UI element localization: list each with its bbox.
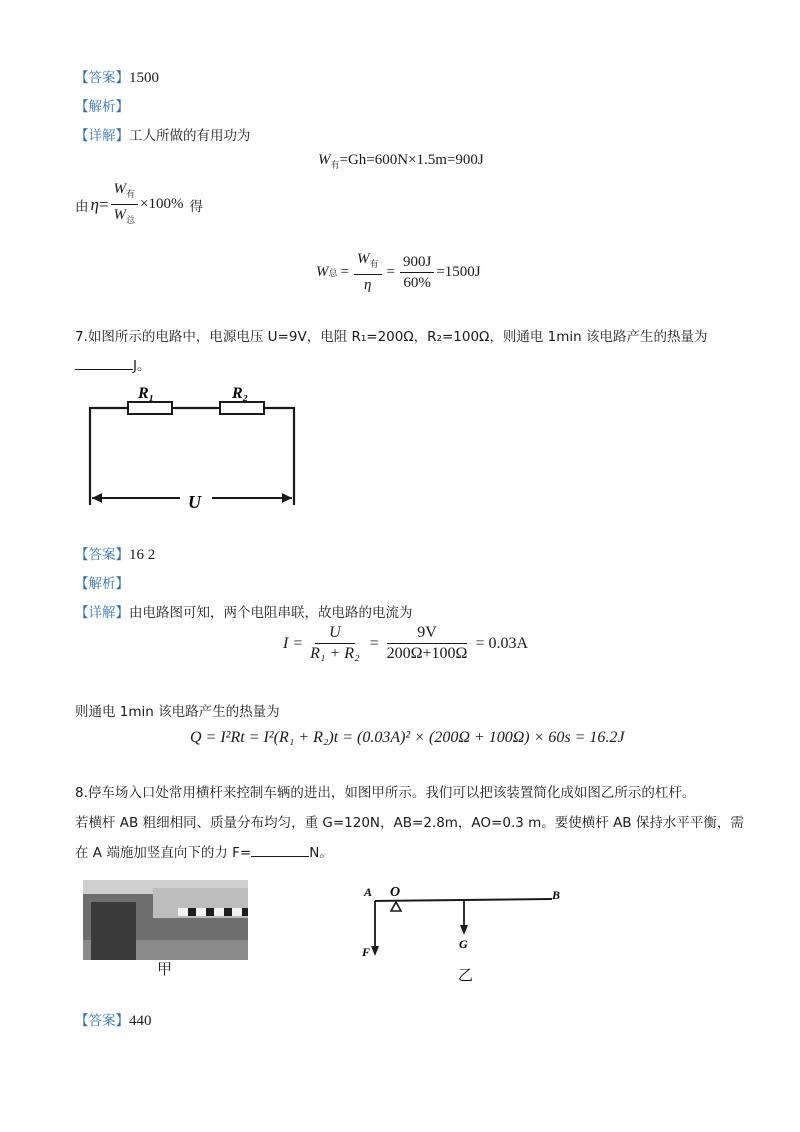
detail-tag: 【详解】 bbox=[75, 605, 129, 621]
circuit-diagram bbox=[80, 380, 310, 515]
analysis-tag: 【解析】 bbox=[75, 576, 129, 592]
question-8-line2: 若横杆 AB 粗细相同、质量分布均匀，重 G=120N，AB=2.8m，AO=0.3 m。要使横杆 AB 保持水平平衡，需 bbox=[75, 815, 744, 831]
force-f-arrowhead bbox=[371, 946, 379, 956]
question-8-line3 bbox=[75, 841, 333, 861]
eq-result: =1500J bbox=[436, 263, 481, 280]
line-suffix: J。 bbox=[133, 358, 151, 374]
caption-jia: 甲 bbox=[157, 960, 173, 978]
equals-sign: = bbox=[98, 194, 109, 214]
eq-lhs: I = bbox=[283, 634, 304, 652]
frac-num-sub: 有 bbox=[126, 189, 136, 199]
frac-num: W bbox=[356, 251, 370, 267]
label-f: F bbox=[362, 945, 371, 959]
caption-yi: 乙 bbox=[458, 966, 474, 984]
lever-bar bbox=[375, 899, 552, 901]
answer-tag: 【答案】 bbox=[75, 70, 129, 86]
eq-tail: ×100% bbox=[140, 196, 184, 212]
label-o: O bbox=[390, 885, 401, 900]
frac-num: 9V bbox=[387, 624, 467, 644]
answer-blank bbox=[75, 357, 133, 370]
q7-heat-text: 则通电 1min 该电路产生的热量为 bbox=[75, 704, 280, 720]
answer-value: 16 2 bbox=[129, 547, 156, 563]
analysis-line-q6 bbox=[75, 95, 129, 115]
answer-line-q8 bbox=[75, 1009, 152, 1030]
frac-den: R₁ + R₂ bbox=[310, 645, 360, 662]
line-suffix: N。 bbox=[309, 845, 333, 861]
pivot-o bbox=[391, 902, 401, 911]
eta-symbol: η bbox=[90, 194, 99, 214]
detail-tag: 【详解】 bbox=[75, 128, 129, 144]
equals-sign: = bbox=[369, 634, 379, 652]
answer-line-q6 bbox=[75, 66, 159, 87]
fraction-1 bbox=[307, 624, 362, 663]
question-8-line1: 8.停车场入口处常用横杆来控制车辆的进出，如图甲所示。我们可以把该装置简化成如图乙所示的杠杆。 bbox=[75, 785, 696, 801]
analysis-tag: 【解析】 bbox=[75, 99, 129, 115]
photo-parking-barrier bbox=[83, 880, 248, 960]
frac-num-sub: 有 bbox=[369, 259, 379, 269]
equation-current bbox=[283, 624, 528, 663]
frac-num: U bbox=[329, 624, 341, 641]
equation-heat: Q = I²Rt = I²(R₁ + R₂)t = (0.03A)² × (200Ω + 100Ω) × 60s = 16.2J bbox=[190, 729, 625, 746]
answer-value: 440 bbox=[129, 1013, 152, 1029]
label-u: U bbox=[188, 492, 201, 512]
frac-den: 200Ω+100Ω bbox=[386, 645, 468, 662]
fraction-2 bbox=[384, 624, 471, 663]
label-r1: R₁ bbox=[138, 385, 155, 402]
resistor-r1 bbox=[128, 402, 172, 414]
detail-line-q6 bbox=[75, 124, 251, 144]
frac-den: W bbox=[113, 207, 127, 223]
fraction-2 bbox=[400, 253, 434, 292]
question-7-line2 bbox=[75, 354, 150, 374]
eq-symbol: W bbox=[318, 152, 331, 168]
label-b: B bbox=[552, 888, 561, 902]
eq-rhs: =Gh=600N×1.5m=900J bbox=[339, 152, 484, 168]
answer-tag: 【答案】 bbox=[75, 547, 129, 563]
frac-num: W bbox=[113, 181, 127, 197]
frac-num: 900J bbox=[400, 253, 434, 273]
eq-sub: 总 bbox=[328, 267, 338, 278]
line-prefix: 在 A 端施加竖直向下的力 F= bbox=[75, 845, 252, 861]
fraction-1 bbox=[354, 250, 382, 294]
eq-sub: 有 bbox=[330, 160, 340, 170]
eq-suffix: 得 bbox=[189, 198, 204, 215]
eq-symbol: W bbox=[316, 263, 329, 280]
equals-sign: = bbox=[340, 263, 349, 280]
answer-tag: 【答案】 bbox=[75, 1013, 129, 1029]
frac-den-sub: 总 bbox=[126, 215, 136, 225]
lever-diagram bbox=[360, 880, 570, 985]
frac-den: η bbox=[364, 277, 372, 293]
equation-efficiency bbox=[75, 180, 203, 229]
gravity-g-arrowhead bbox=[460, 925, 468, 935]
detail-text: 工人所做的有用功为 bbox=[129, 128, 251, 144]
label-r2: R₂ bbox=[232, 385, 249, 402]
analysis-line-q7 bbox=[75, 572, 129, 592]
question-7-line1: 7.如图所示的电路中，电源电压 U=9V，电阻 R₁=200Ω，R₂=100Ω，则通电 1min 该电路产生的热量为 bbox=[75, 329, 708, 345]
eq-prefix: 由 bbox=[75, 198, 89, 215]
detail-line-q7 bbox=[75, 601, 413, 621]
efficiency-fraction bbox=[111, 180, 139, 229]
label-g: G bbox=[459, 937, 468, 951]
label-a: A bbox=[364, 885, 373, 899]
equation-total-work bbox=[316, 250, 481, 294]
eq-result: = 0.03A bbox=[475, 634, 529, 652]
answer-blank bbox=[251, 844, 309, 857]
detail-text: 由电路图可知，两个电阻串联，故电路的电流为 bbox=[129, 605, 413, 621]
frac-den: 60% bbox=[403, 274, 431, 291]
arrowhead-left bbox=[92, 493, 102, 503]
resistor-r2 bbox=[220, 402, 264, 414]
circuit-wire-left bbox=[90, 408, 128, 505]
answer-line-q7 bbox=[75, 543, 155, 564]
arrowhead-right bbox=[282, 493, 292, 503]
answer-value: 1500 bbox=[129, 70, 159, 86]
equation-useful-work bbox=[318, 152, 484, 171]
circuit-wire-right bbox=[264, 408, 294, 505]
equals-sign: = bbox=[386, 263, 395, 280]
